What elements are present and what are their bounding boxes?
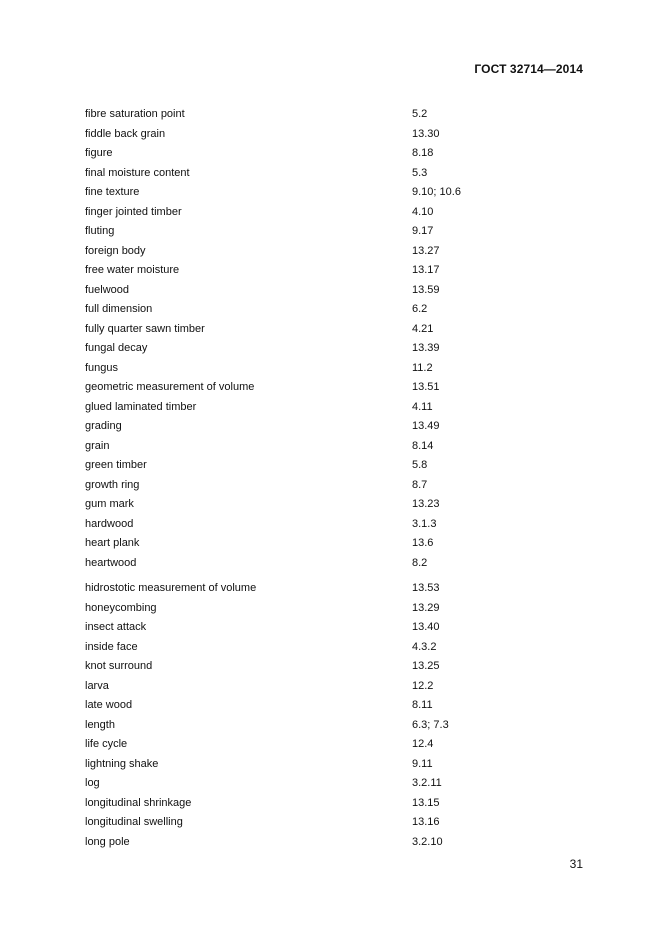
index-term: heart plank [85, 537, 140, 549]
index-reference: 8.7 [412, 478, 428, 491]
index-reference: 4.3.2 [412, 640, 437, 653]
index-term: heartwood [85, 556, 137, 569]
index-reference: 13.40 [412, 621, 440, 633]
index-term: knot surround [85, 660, 153, 672]
index-reference: 12.4 [412, 738, 434, 750]
index-reference: 8.14 [412, 439, 434, 452]
index-entry [85, 735, 545, 755]
index-entry [85, 599, 545, 619]
index-reference: 9.10; 10.6 [412, 186, 461, 198]
index-entry [85, 534, 545, 554]
index-reference: 9.17 [412, 225, 434, 237]
index-entry [85, 657, 545, 677]
index-term: inside face [85, 640, 138, 653]
index-reference: 5.3 [412, 166, 428, 179]
index-term: length [85, 718, 115, 731]
index-entry [85, 495, 545, 515]
index-reference: 8.18 [412, 147, 434, 159]
index-entry [85, 638, 545, 658]
index-reference: 5.8 [412, 459, 428, 471]
index-term: log [85, 777, 100, 789]
index-reference: 8.2 [412, 556, 428, 569]
index-entry [85, 618, 545, 638]
index-term: grading [85, 420, 122, 432]
index-reference: 3.2.10 [412, 835, 443, 848]
index-reference: 4.11 [412, 400, 433, 413]
index-entry [85, 833, 545, 853]
index-term: grain [85, 439, 110, 452]
index-reference: 8.11 [412, 699, 433, 711]
index-term: growth ring [85, 478, 140, 491]
index-reference: 4.21 [412, 322, 434, 335]
index-entry [85, 105, 545, 125]
document-header: ГОСТ 32714—2014 [474, 62, 583, 76]
index-entry [85, 677, 545, 697]
index-reference: 13.51 [412, 381, 440, 393]
index-reference: 9.11 [412, 757, 433, 770]
index-entry [85, 579, 545, 599]
index-term: hardwood [85, 517, 134, 530]
index-term: honeycombing [85, 601, 157, 614]
index-term: green timber [85, 459, 147, 471]
index-entry [85, 716, 545, 736]
index-entry [85, 339, 545, 359]
index-entry [85, 203, 545, 223]
index-entry [85, 300, 545, 320]
index-term: fungal decay [85, 342, 148, 354]
index-entry [85, 554, 545, 574]
index-term: life cycle [85, 738, 128, 750]
index-reference: 13.39 [412, 342, 440, 354]
index-entry [85, 242, 545, 262]
index-term: fuelwood [85, 283, 130, 296]
index-entry [85, 378, 545, 398]
index-reference: 4.10 [412, 205, 434, 218]
index-term: hidrostotic measurement of volume [85, 582, 257, 594]
index-entry [85, 774, 545, 794]
index-term: free water moisture [85, 264, 180, 276]
index-reference: 13.23 [412, 498, 440, 510]
page-number: 31 [569, 857, 583, 871]
index-term: glued laminated timber [85, 400, 197, 413]
index-entry [85, 515, 545, 535]
index-entry [85, 261, 545, 281]
index-term: insect attack [85, 621, 147, 633]
index-entry [85, 476, 545, 496]
index-term: full dimension [85, 303, 153, 315]
index-entry [85, 281, 545, 301]
index-term: fluting [85, 225, 115, 237]
index-entry [85, 755, 545, 775]
index-reference: 3.1.3 [412, 517, 437, 530]
index-reference: 13.30 [412, 127, 440, 140]
index-entry [85, 183, 545, 203]
index-reference: 13.6 [412, 537, 434, 549]
index-term: fully quarter sawn timber [85, 322, 205, 335]
index-entry [85, 437, 545, 457]
index-reference: 6.3; 7.3 [412, 718, 449, 731]
index-entry [85, 359, 545, 379]
index-entry [85, 417, 545, 437]
index-reference: 3.2.11 [412, 777, 442, 789]
index-entry [85, 144, 545, 164]
index-term: long pole [85, 835, 130, 848]
index-reference: 13.49 [412, 420, 440, 432]
index-entry [85, 696, 545, 716]
index-entry [85, 794, 545, 814]
index-entry [85, 813, 545, 833]
index-reference: 13.17 [412, 264, 440, 276]
index-term: final moisture content [85, 166, 190, 179]
index-reference: 13.29 [412, 601, 440, 614]
index-reference: 13.16 [412, 816, 440, 828]
index-reference: 11.2 [412, 361, 433, 374]
index-entry [85, 398, 545, 418]
index-entry [85, 456, 545, 476]
index-entry [85, 125, 545, 145]
index-term: fibre saturation point [85, 108, 185, 120]
index-reference: 5.2 [412, 108, 428, 120]
index-reference: 13.53 [412, 582, 440, 594]
index-entry [85, 164, 545, 184]
index-term: fine texture [85, 186, 140, 198]
index-term: longitudinal shrinkage [85, 796, 192, 809]
index-reference: 6.2 [412, 303, 428, 315]
index-entry [85, 222, 545, 242]
index-term: late wood [85, 699, 133, 711]
index-reference: 12.2 [412, 679, 434, 692]
index-term: fungus [85, 361, 119, 374]
index-term: finger jointed timber [85, 205, 182, 218]
index-term: longitudinal swelling [85, 816, 183, 828]
index-term: larva [85, 679, 109, 692]
index-term: geometric measurement of volume [85, 381, 255, 393]
index-term: gum mark [85, 498, 134, 510]
index-list [85, 105, 545, 852]
index-term: foreign body [85, 244, 146, 257]
index-term: figure [85, 147, 113, 159]
index-reference: 13.59 [412, 283, 440, 296]
index-reference: 13.15 [412, 796, 440, 809]
index-reference: 13.27 [412, 244, 440, 257]
index-entry [85, 320, 545, 340]
index-reference: 13.25 [412, 660, 440, 672]
index-term: lightning shake [85, 757, 159, 770]
index-term: fiddle back grain [85, 127, 166, 140]
